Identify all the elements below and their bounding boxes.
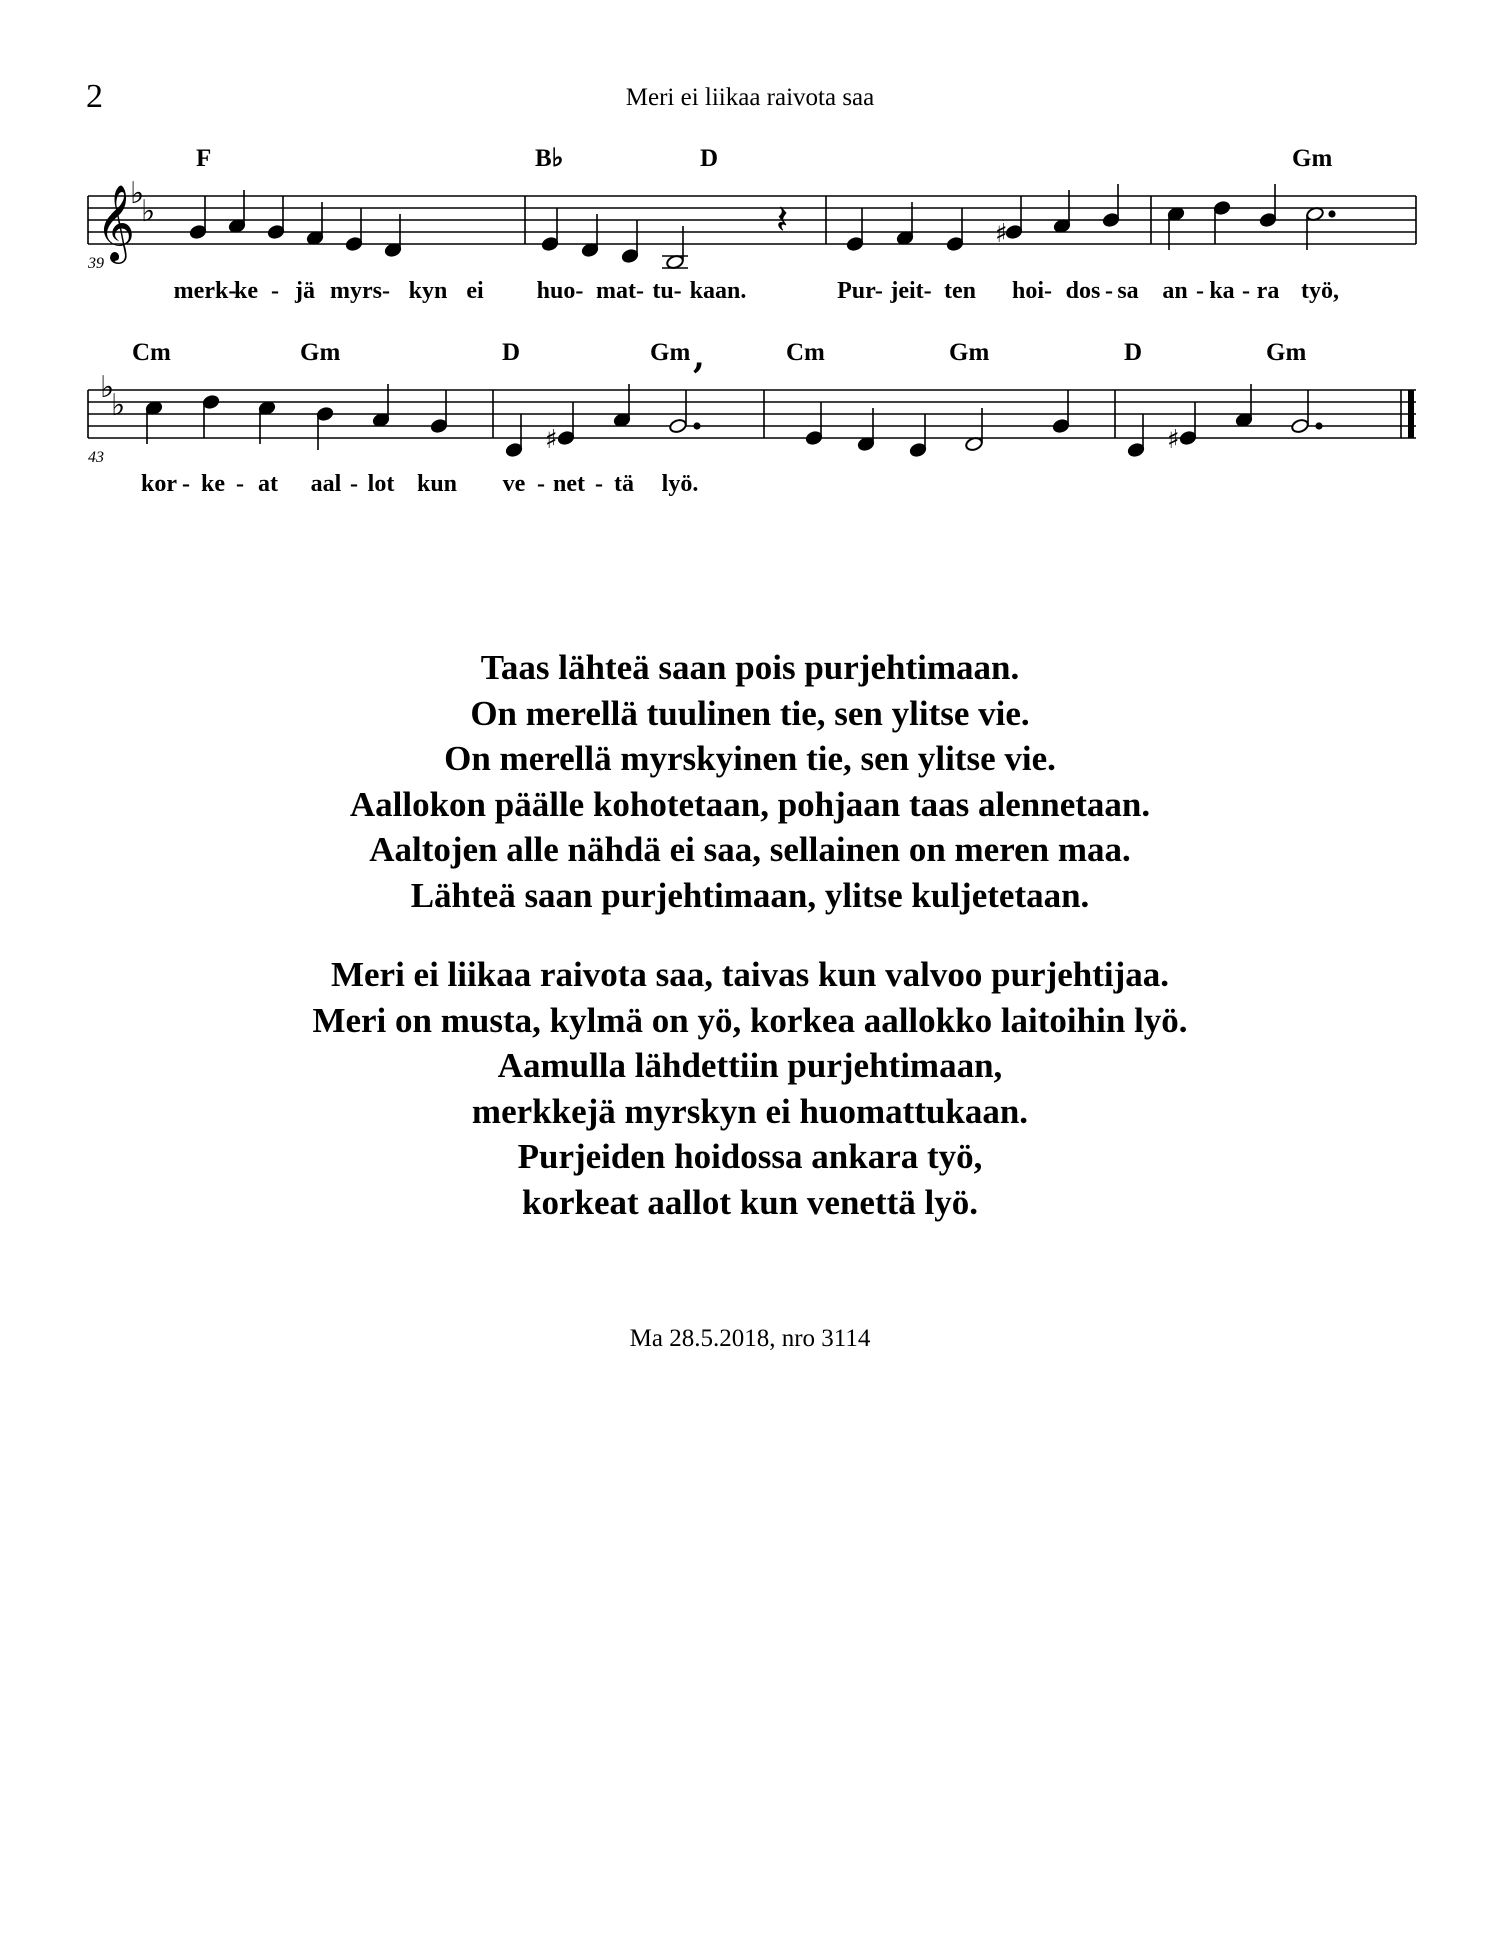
lyric-syllable: Pur-: [837, 278, 883, 304]
lyric-syllable: tu-: [652, 278, 682, 304]
lyric-syllable: kyn: [408, 278, 448, 304]
chord-symbol: Gm: [949, 339, 990, 366]
lyric-syllable: an: [1162, 278, 1188, 304]
chord-symbol: B♭: [535, 145, 564, 172]
verse-line: Meri ei liikaa raivota saa, taivas kun valvoo purjehtijaa.: [330, 955, 1170, 994]
svg-text:♯: ♯: [545, 425, 558, 455]
verse-line: Purjeiden hoidossa ankara työ,: [517, 1137, 983, 1176]
chord-symbol: F: [196, 145, 212, 172]
lyric-syllable: kor: [141, 471, 177, 497]
chord-symbol: Gm: [650, 339, 691, 366]
verse-line: On merellä tuulinen tie, sen ylitse vie.: [470, 693, 1030, 733]
lyrics-text: [0, 645, 1500, 1259]
lyric-syllable: jä: [295, 278, 315, 304]
lyric-syllable: -: [1196, 278, 1204, 304]
chords-system-2: [132, 339, 1306, 366]
lyric-syllable: -: [1105, 278, 1113, 304]
svg-text:♭: ♭: [141, 194, 156, 229]
verse-line: korkeat aallot kun venettä lyö.: [522, 1182, 978, 1222]
lyric-syllable: ra: [1256, 278, 1280, 304]
lyric-syllable: -: [182, 471, 190, 497]
verse-line: merkkejä myrskyn ei huomattukaan.: [471, 1091, 1029, 1131]
staff-system-2: [88, 390, 1416, 438]
verse-line: Aaltojen alle nähdä ei saa, sellainen on meren maa.: [369, 830, 1131, 869]
verse-line: Lähteä saan purjehtimaan, ylitse kuljetetaan.: [410, 875, 1090, 915]
verse-line: Aamulla lähdettiin purjehtimaan,: [497, 1046, 1003, 1085]
notes-system-1: [189, 184, 1335, 270]
svg-text:♯: ♯: [1167, 425, 1180, 455]
lyric-syllable: tä: [614, 471, 634, 497]
chord-symbol: Cm: [132, 339, 171, 366]
svg-text:♯: ♯: [995, 219, 1008, 249]
quarter-rest: 𝄽: [776, 197, 789, 243]
date-footer: Ma 28.5.2018, nro 3114: [629, 1325, 871, 1352]
lyric-syllable: -: [1242, 278, 1250, 304]
verse-line: On merellä myrskyinen tie, sen ylitse vie.: [444, 739, 1056, 778]
treble-clef: 𝄞: [96, 184, 136, 261]
lyric-syllable: dos: [1065, 278, 1101, 304]
lyric-syllable: merk-: [173, 278, 237, 304]
lyrics-system-2: [141, 471, 698, 497]
lyric-syllable: myrs-: [330, 278, 390, 304]
lyric-syllable: ke: [201, 471, 225, 497]
accidentals-system-1: [995, 219, 1008, 249]
lyric-syllable: at: [258, 471, 278, 497]
chord-symbol: D: [700, 145, 719, 172]
chord-symbol: Gm: [300, 339, 341, 366]
lyric-syllable: aal: [310, 471, 342, 497]
key-signature-flats: [100, 370, 125, 423]
measure-number: 39: [88, 255, 104, 272]
lyric-syllable: ve: [502, 471, 526, 497]
verse-line: Aallokon päälle kohotetaan, pohjaan taas alennetaan.: [349, 784, 1151, 824]
verse-1: [0, 645, 1500, 918]
svg-text:♭: ♭: [130, 176, 145, 211]
lyric-syllable: -: [537, 471, 545, 497]
lyric-syllable: lyö.: [661, 471, 699, 497]
lyric-syllable: net: [553, 471, 585, 497]
chord-symbol: D: [502, 339, 521, 366]
verse-line: Meri on musta, kylmä on yö, korkea aallokko laitoihin lyö.: [312, 1000, 1188, 1040]
verse-2: [0, 952, 1500, 1225]
svg-text:♭: ♭: [111, 388, 126, 423]
chords-system-1: [196, 145, 1332, 172]
lyric-syllable: jeit-: [890, 278, 932, 304]
running-title: Meri ei liikaa raivota saa: [625, 84, 875, 111]
lyric-syllable: mat-: [596, 278, 644, 304]
lyric-syllable: sa: [1117, 278, 1139, 304]
svg-text:♭: ♭: [100, 370, 115, 405]
lyric-syllable: -: [595, 471, 603, 497]
lyric-syllable: kun: [416, 471, 458, 497]
lyric-syllable: ka: [1209, 278, 1235, 304]
verse-line: Taas lähteä saan pois purjehtimaan.: [480, 648, 1020, 687]
lyrics-system-1: [174, 278, 1339, 304]
lyric-syllable: ei: [466, 278, 484, 304]
staff-system-1: [88, 196, 1416, 244]
chord-symbol: D: [1124, 339, 1143, 366]
notes-system-2: [145, 384, 1322, 458]
measure-number: 43: [88, 449, 104, 466]
lyric-syllable: ke: [234, 278, 258, 304]
chord-symbol: Gm: [1292, 145, 1333, 172]
lyric-syllable: työ,: [1301, 278, 1339, 304]
lyric-syllable: -: [236, 471, 244, 497]
lyric-syllable: hoi-: [1011, 278, 1053, 304]
sheet-music: [0, 0, 1500, 520]
lyric-syllable: -: [350, 471, 358, 497]
chord-symbol: Cm: [786, 339, 825, 366]
lyric-syllable: -: [271, 278, 279, 304]
breath-mark-icon: ,: [693, 337, 705, 377]
chord-symbol: Gm: [1266, 339, 1307, 366]
lyric-syllable: ten: [944, 278, 976, 304]
lyric-syllable: kaan.: [689, 278, 747, 304]
lyric-syllable: huo-: [536, 278, 584, 304]
page-number: 2: [86, 78, 103, 115]
lyric-syllable: lot: [367, 471, 395, 497]
